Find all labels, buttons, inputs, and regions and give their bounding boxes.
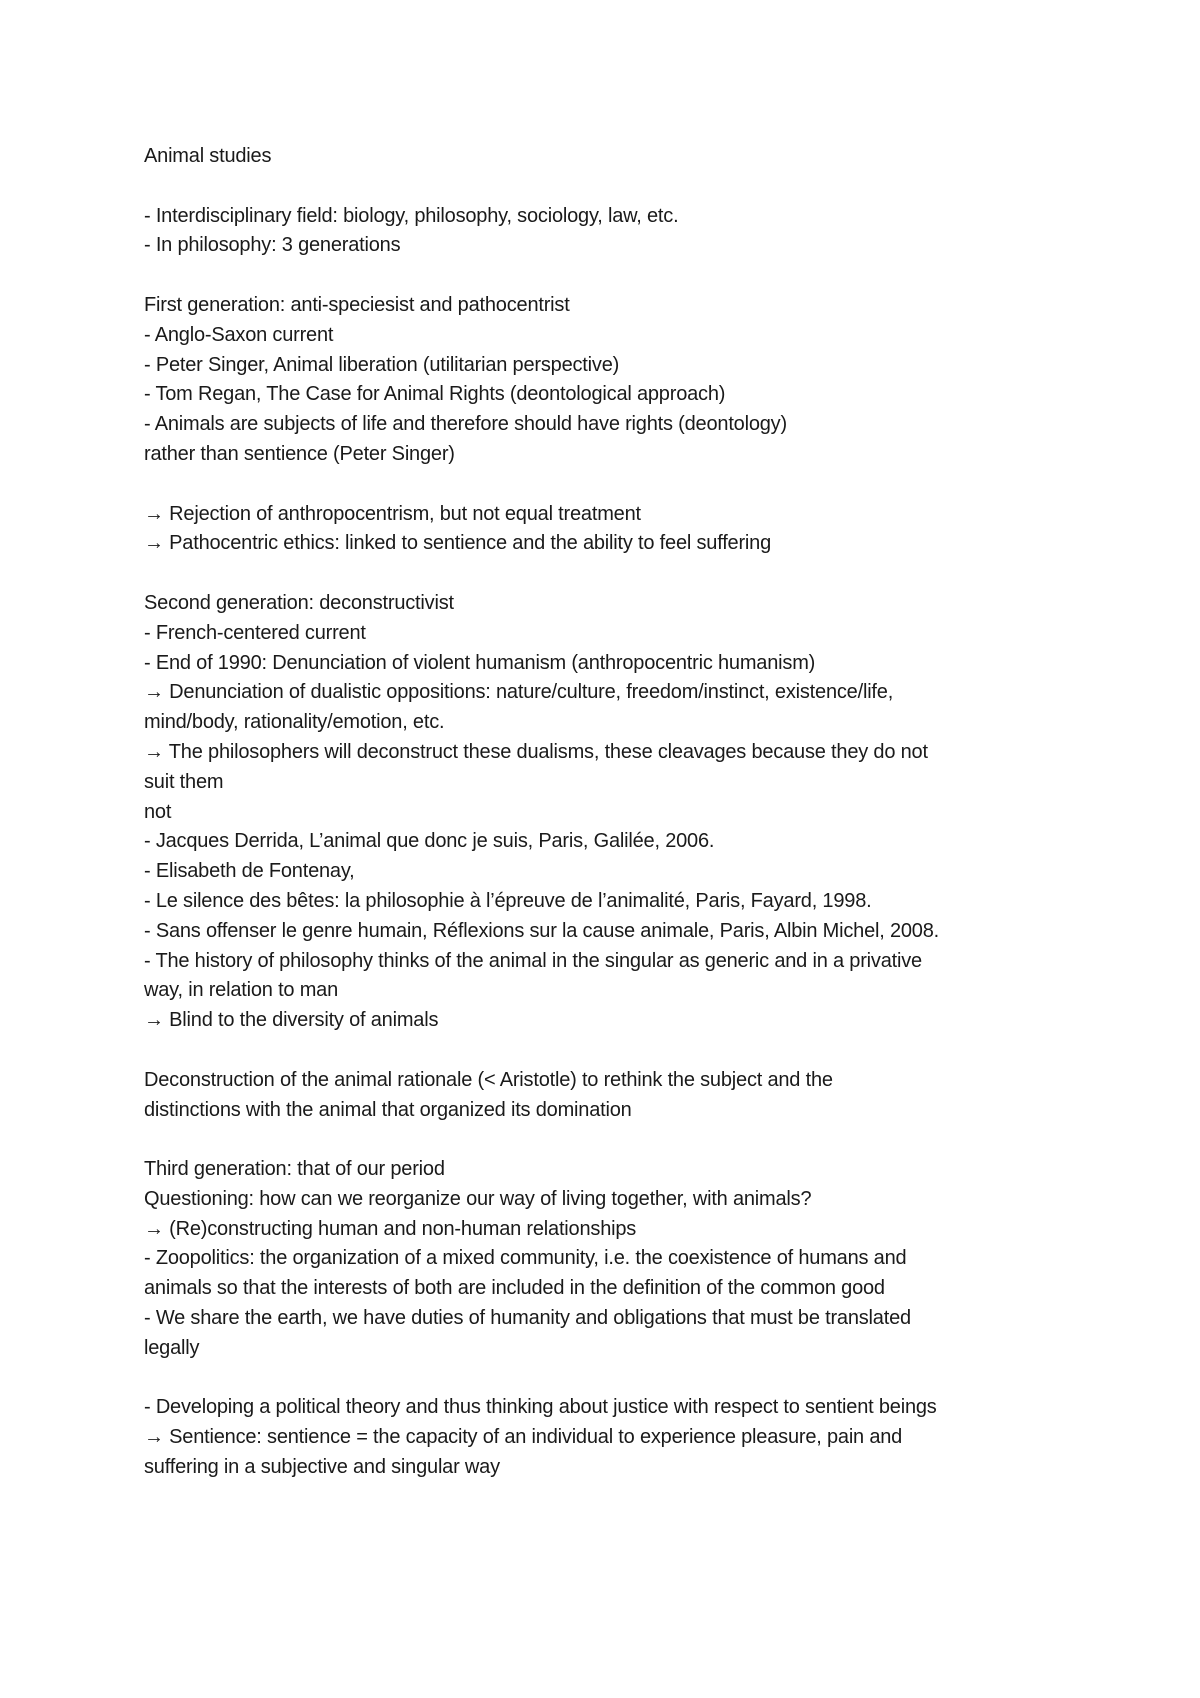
text-line: - We share the earth, we have duties of humanity and obligations that must be translated (144, 1307, 911, 1330)
blank-line (144, 1125, 1094, 1155)
text-line: Second generation: deconstructivist (144, 591, 454, 614)
text-line: → (Re)constructing human and non-human relationships (144, 1217, 637, 1240)
text-line: - Developing a political theory and thus thinking about justice with respect to sentient beings (144, 1396, 937, 1419)
text-line: Third generation: that of our period (144, 1158, 445, 1181)
document-body (144, 142, 1094, 1483)
text-line: - Sans offenser le genre humain, Réflexions sur la cause animale, Paris, Albin Michel, 2008. (144, 919, 939, 942)
text-line: - Elisabeth de Fontenay, (144, 860, 355, 883)
blank-line (144, 470, 1094, 500)
text-line: Questioning: how can we reorganize our way of living together, with animals? (144, 1187, 812, 1210)
blank-line (144, 172, 1094, 202)
text-line: rather than sentience (Peter Singer) (144, 442, 455, 465)
text-line: - In philosophy: 3 generations (144, 234, 401, 257)
text-line: → Blind to the diversity of animals (144, 1009, 439, 1032)
text-line: → Denunciation of dualistic oppositions: nature/culture, freedom/instinct, existence/life, (144, 681, 894, 704)
text-line: - The history of philosophy thinks of the animal in the singular as generic and in a privative (144, 949, 922, 972)
text-line: First generation: anti-speciesist and pathocentrist (144, 293, 570, 316)
text-line: way, in relation to man (144, 979, 339, 1002)
text-line: - Anglo-Saxon current (144, 323, 334, 346)
blank-line (144, 1036, 1094, 1066)
text-line: - Zoopolitics: the organization of a mixed community, i.e. the coexistence of humans and (144, 1247, 907, 1270)
text-line: - French-centered current (144, 621, 366, 644)
text-line: animals so that the interests of both are included in the definition of the common good (144, 1277, 885, 1300)
blank-line (144, 1364, 1094, 1394)
text-line: → The philosophers will deconstruct these dualisms, these cleavages because they do not (144, 740, 928, 763)
text-line: → Sentience: sentience = the capacity of an individual to experience pleasure, pain and (144, 1426, 903, 1449)
blank-line (144, 559, 1094, 589)
text-line: suffering in a subjective and singular way (144, 1456, 500, 1479)
text-line: - Jacques Derrida, L’animal que donc je suis, Paris, Galilée, 2006. (144, 830, 715, 853)
document-title: Animal studies (144, 145, 272, 167)
text-line: not (144, 800, 172, 823)
text-line: - Peter Singer, Animal liberation (utilitarian perspective) (144, 353, 620, 376)
text-line: - Tom Regan, The Case for Animal Rights (deontological approach) (144, 383, 726, 406)
text-line: - Interdisciplinary field: biology, philosophy, sociology, law, etc. (144, 204, 679, 227)
text-line: → Pathocentric ethics: linked to sentience and the ability to feel suffering (144, 532, 772, 555)
text-line: distinctions with the animal that organized its domination (144, 1098, 632, 1121)
text-line: mind/body, rationality/emotion, etc. (144, 711, 445, 734)
text-line: suit them (144, 770, 224, 793)
text-line: Deconstruction of the animal rationale (< Aristotle) to rethink the subject and the (144, 1068, 833, 1091)
text-line: - End of 1990: Denunciation of violent humanism (anthropocentric humanism) (144, 651, 816, 674)
text-line: → Rejection of anthropocentrism, but not equal treatment (144, 502, 641, 525)
text-line: - Animals are subjects of life and therefore should have rights (deontology) (144, 413, 787, 436)
text-line: - Le silence des bêtes: la philosophie à l’épreuve de l’animalité, Paris, Fayard, 1998. (144, 889, 872, 912)
text-line: legally (144, 1336, 200, 1359)
blank-line (144, 261, 1094, 291)
